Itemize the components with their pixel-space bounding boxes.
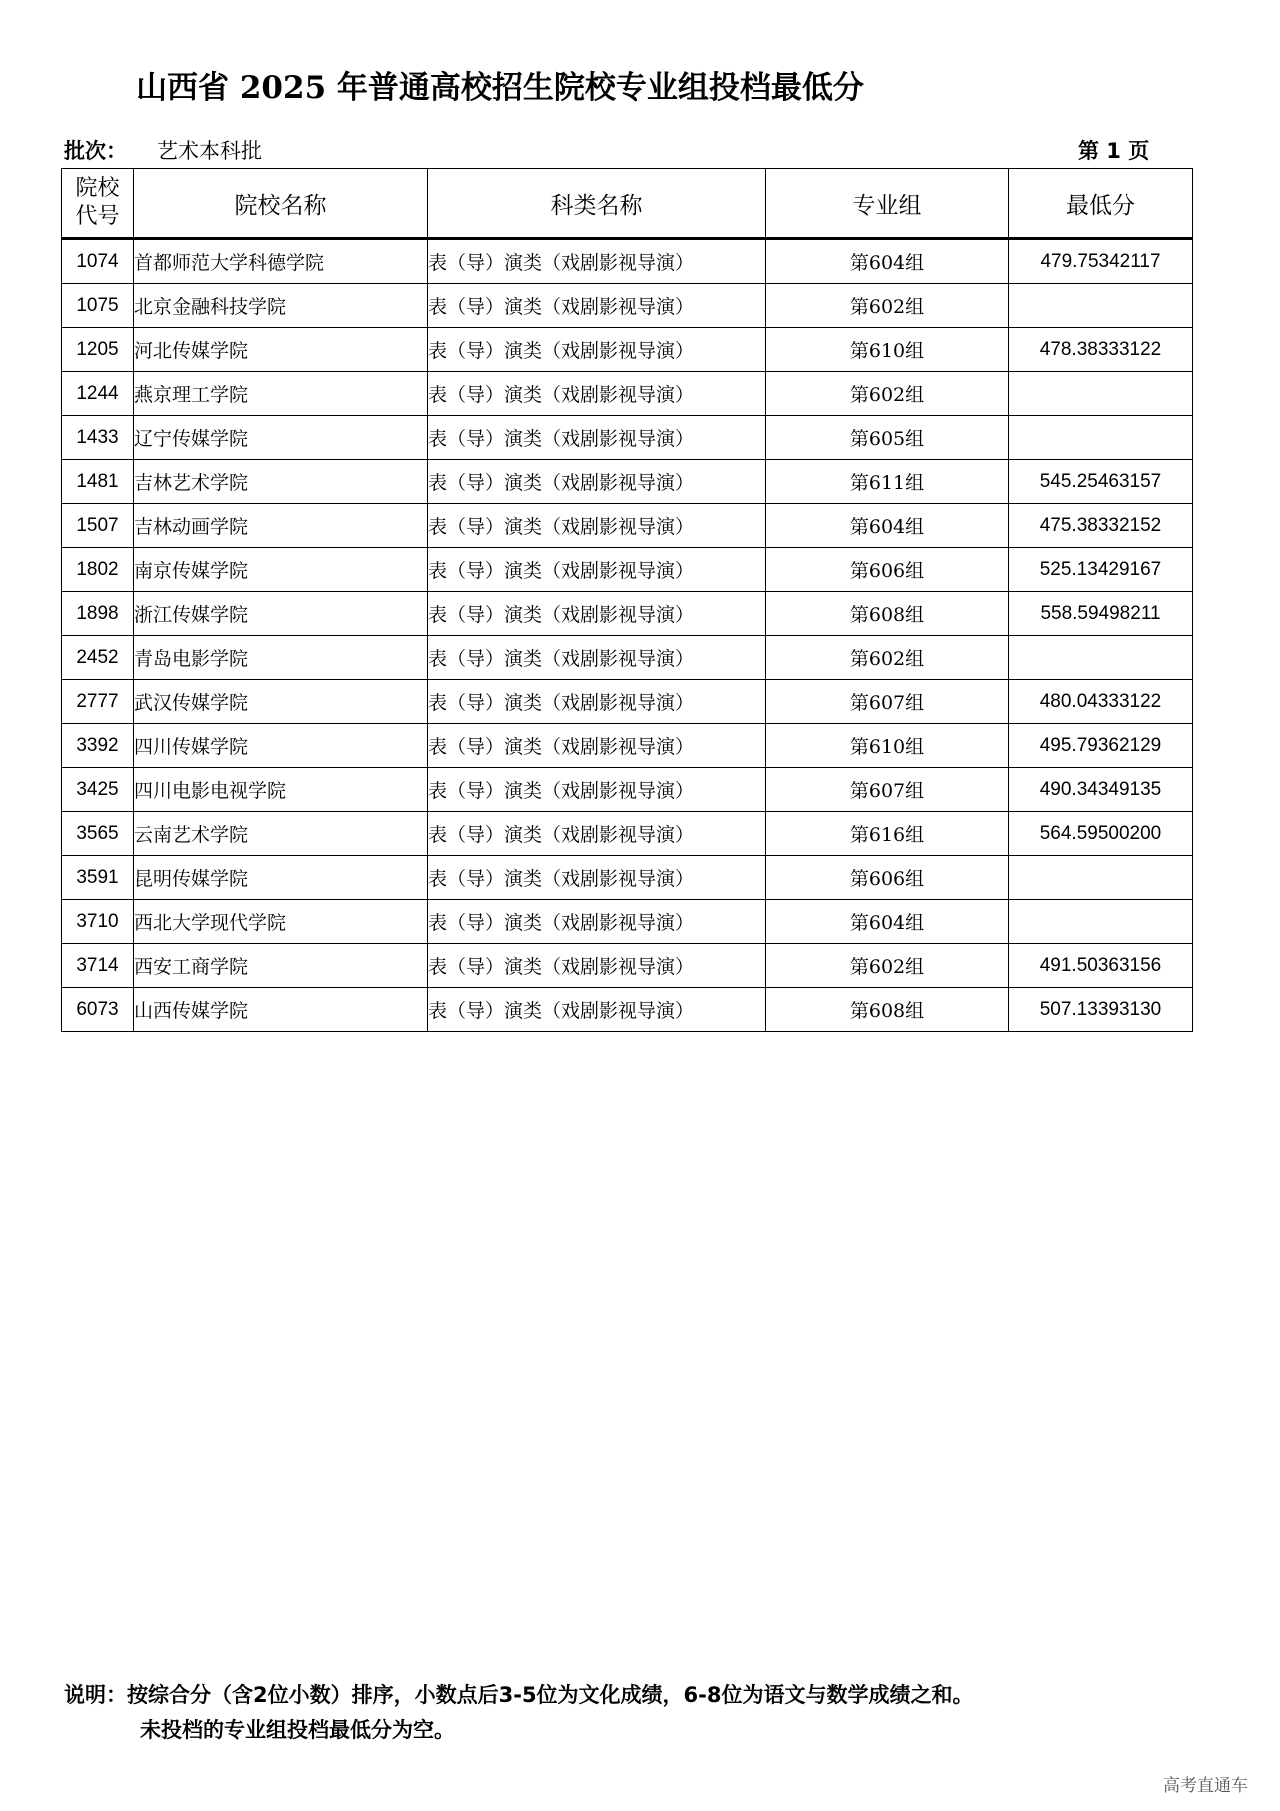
- cell-group: 第610组: [766, 328, 1009, 372]
- cell-min-score: [1009, 284, 1193, 328]
- cell-min-score: 507.13393130: [1009, 988, 1193, 1032]
- watermark: 高考直通车: [1163, 1776, 1248, 1796]
- batch-label: 批次：: [64, 139, 127, 163]
- cell-group: 第606组: [766, 856, 1009, 900]
- cell-group: 第602组: [766, 944, 1009, 988]
- cell-group: 第602组: [766, 372, 1009, 416]
- cell-group: 第608组: [766, 988, 1009, 1032]
- cell-min-score: [1009, 636, 1193, 680]
- cell-school-name: 北京金融科技学院: [134, 284, 428, 328]
- cell-subject: 表（导）演类（戏剧影视导演）: [428, 856, 766, 900]
- cell-group: 第607组: [766, 680, 1009, 724]
- note-line-2: 未投档的专业组投档最低分为空。: [140, 1718, 455, 1742]
- table-row: [62, 636, 1193, 680]
- table-row: [62, 680, 1193, 724]
- cell-code: 1898: [62, 592, 134, 636]
- cell-code: 1075: [62, 284, 134, 328]
- cell-subject: 表（导）演类（戏剧影视导演）: [428, 592, 766, 636]
- table-row: [62, 812, 1193, 856]
- cell-subject: 表（导）演类（戏剧影视导演）: [428, 636, 766, 680]
- cell-code: 1205: [62, 328, 134, 372]
- cell-min-score: 558.59498211: [1009, 592, 1193, 636]
- cell-group: 第611组: [766, 460, 1009, 504]
- cell-subject: 表（导）演类（戏剧影视导演）: [428, 680, 766, 724]
- cell-school-name: 四川电影电视学院: [134, 768, 428, 812]
- cell-code: 3565: [62, 812, 134, 856]
- cell-code: 1507: [62, 504, 134, 548]
- cell-min-score: 545.25463157: [1009, 460, 1193, 504]
- cell-group: 第616组: [766, 812, 1009, 856]
- cell-code: 1481: [62, 460, 134, 504]
- table-row: [62, 988, 1193, 1032]
- cell-school-name: 云南艺术学院: [134, 812, 428, 856]
- header-group: 专业组: [766, 169, 1009, 239]
- score-table: [61, 168, 1193, 1032]
- header-name: 院校名称: [134, 169, 428, 239]
- cell-subject: 表（导）演类（戏剧影视导演）: [428, 284, 766, 328]
- cell-subject: 表（导）演类（戏剧影视导演）: [428, 900, 766, 944]
- cell-code: 3714: [62, 944, 134, 988]
- cell-min-score: 480.04333122: [1009, 680, 1193, 724]
- cell-school-name: 武汉传媒学院: [134, 680, 428, 724]
- cell-subject: 表（导）演类（戏剧影视导演）: [428, 416, 766, 460]
- cell-min-score: 495.79362129: [1009, 724, 1193, 768]
- header-score: 最低分: [1009, 169, 1193, 239]
- table-row: [62, 768, 1193, 812]
- notes: [64, 1678, 974, 1748]
- cell-min-score: 478.38333122: [1009, 328, 1193, 372]
- cell-subject: 表（导）演类（戏剧影视导演）: [428, 768, 766, 812]
- cell-group: 第606组: [766, 548, 1009, 592]
- cell-min-score: 475.38332152: [1009, 504, 1193, 548]
- cell-school-name: 山西传媒学院: [134, 988, 428, 1032]
- cell-group: 第604组: [766, 239, 1009, 284]
- table-row: [62, 328, 1193, 372]
- table-row: [62, 239, 1193, 284]
- cell-subject: 表（导）演类（戏剧影视导演）: [428, 812, 766, 856]
- cell-min-score: 479.75342117: [1009, 239, 1193, 284]
- table-row: [62, 416, 1193, 460]
- cell-code: 1433: [62, 416, 134, 460]
- cell-group: 第608组: [766, 592, 1009, 636]
- cell-school-name: 西安工商学院: [134, 944, 428, 988]
- cell-code: 3425: [62, 768, 134, 812]
- cell-group: 第605组: [766, 416, 1009, 460]
- cell-subject: 表（导）演类（戏剧影视导演）: [428, 988, 766, 1032]
- cell-subject: 表（导）演类（戏剧影视导演）: [428, 548, 766, 592]
- batch-info: [64, 135, 262, 165]
- table-row: [62, 460, 1193, 504]
- cell-code: 1074: [62, 239, 134, 284]
- table-row: [62, 900, 1193, 944]
- cell-min-score: [1009, 372, 1193, 416]
- table-row: [62, 724, 1193, 768]
- cell-code: 1802: [62, 548, 134, 592]
- cell-school-name: 西北大学现代学院: [134, 900, 428, 944]
- cell-code: 6073: [62, 988, 134, 1032]
- cell-group: 第607组: [766, 768, 1009, 812]
- note-line-1: 说明：按综合分（含2位小数）排序，小数点后3-5位为文化成绩，6-8位为语文与数学成绩之和。: [64, 1683, 974, 1707]
- cell-code: 3392: [62, 724, 134, 768]
- cell-min-score: 525.13429167: [1009, 548, 1193, 592]
- cell-school-name: 南京传媒学院: [134, 548, 428, 592]
- cell-code: 3710: [62, 900, 134, 944]
- page-title: 山西省 2025 年普通高校招生院校专业组投档最低分: [136, 70, 864, 106]
- table-row: [62, 504, 1193, 548]
- cell-min-score: 491.50363156: [1009, 944, 1193, 988]
- page-number: 第 1 页: [1078, 139, 1150, 163]
- cell-subject: 表（导）演类（戏剧影视导演）: [428, 944, 766, 988]
- cell-school-name: 吉林艺术学院: [134, 460, 428, 504]
- cell-school-name: 燕京理工学院: [134, 372, 428, 416]
- cell-subject: 表（导）演类（戏剧影视导演）: [428, 724, 766, 768]
- cell-min-score: [1009, 416, 1193, 460]
- table-row: [62, 372, 1193, 416]
- cell-group: 第602组: [766, 636, 1009, 680]
- cell-school-name: 四川传媒学院: [134, 724, 428, 768]
- cell-code: 3591: [62, 856, 134, 900]
- table-header-row: [62, 169, 1193, 239]
- cell-group: 第604组: [766, 900, 1009, 944]
- cell-school-name: 青岛电影学院: [134, 636, 428, 680]
- cell-group: 第610组: [766, 724, 1009, 768]
- cell-subject: 表（导）演类（戏剧影视导演）: [428, 239, 766, 284]
- cell-school-name: 首都师范大学科德学院: [134, 239, 428, 284]
- batch-value: 艺术本科批: [157, 139, 262, 163]
- table-row: [62, 284, 1193, 328]
- header-subject: 科类名称: [428, 169, 766, 239]
- cell-group: 第604组: [766, 504, 1009, 548]
- cell-code: 2452: [62, 636, 134, 680]
- cell-code: 1244: [62, 372, 134, 416]
- cell-school-name: 河北传媒学院: [134, 328, 428, 372]
- cell-min-score: 564.59500200: [1009, 812, 1193, 856]
- cell-min-score: [1009, 900, 1193, 944]
- cell-subject: 表（导）演类（戏剧影视导演）: [428, 460, 766, 504]
- cell-subject: 表（导）演类（戏剧影视导演）: [428, 372, 766, 416]
- cell-group: 第602组: [766, 284, 1009, 328]
- cell-min-score: [1009, 856, 1193, 900]
- table-row: [62, 944, 1193, 988]
- table-body: [62, 239, 1193, 1032]
- table-row: [62, 856, 1193, 900]
- cell-school-name: 吉林动画学院: [134, 504, 428, 548]
- cell-min-score: 490.34349135: [1009, 768, 1193, 812]
- header-code: 院校 代号: [62, 169, 134, 239]
- cell-subject: 表（导）演类（戏剧影视导演）: [428, 504, 766, 548]
- cell-school-name: 昆明传媒学院: [134, 856, 428, 900]
- cell-code: 2777: [62, 680, 134, 724]
- cell-subject: 表（导）演类（戏剧影视导演）: [428, 328, 766, 372]
- cell-school-name: 浙江传媒学院: [134, 592, 428, 636]
- table-row: [62, 548, 1193, 592]
- table-row: [62, 592, 1193, 636]
- cell-school-name: 辽宁传媒学院: [134, 416, 428, 460]
